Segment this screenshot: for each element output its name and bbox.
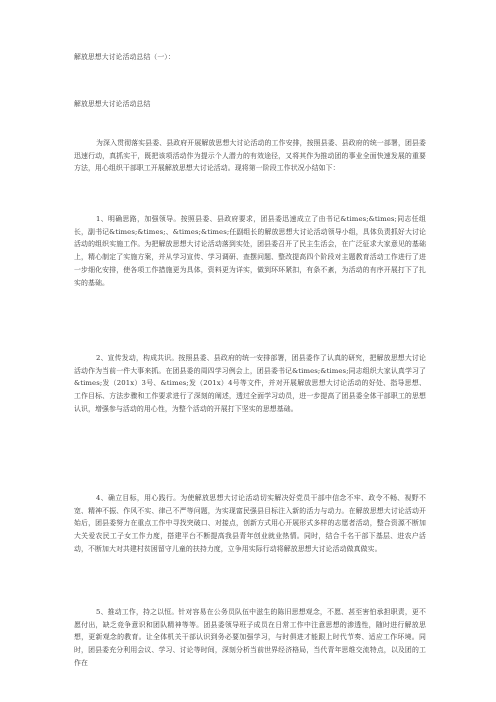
paragraph-4 xyxy=(74,492,426,556)
document-heading-2: 解放思想大讨论活动总结 xyxy=(74,100,151,108)
paragraph-intro xyxy=(74,137,426,175)
paragraph-4-text: 4、确立目标，用心践行。为使解放思想大讨论活动切实解决好党员干部中信念不牢、政令不畅、视野不宽、精神不振、作风不实、律己不严等问题，为实现富民强县目标注入新的活力与动力。在解放思想大讨论活动开始后，团县委努力在重点工作中寻找突破口、对接点，创新方式用心开展形式多样的志愿者活动，整合资源不断加大关爱农民工子女工作力度，搭建平台不断提高我县青年创业就业热情。同时，结合千名干部下基层、进农户活动，不断加大对共建村贫困留守儿童的扶持力度，立争用实际行动将解放思想大讨论活动做真做实。 xyxy=(74,494,426,553)
paragraph-2-text: 2、宣传发动，构成共识。按照县委、县政府的统一安排部署，团县委作了认真的研究，把解放思想大讨论活动作为当前一件大事来抓。在团县委的周四学习例会上，团县委书记&times;&times;同志组织大家认真学习了&times;发（201x）3号、&times;发（201x）4号等文件，并对开展解放思想大讨论活动的好处、指导思想、工作目标、方法步骤和工作要求进行了深刻的阐述，透过全面学习动员，进一步提高了团县委全体干部职工的思想认识，增强参与活动的用心性，为整个活动的开展打下坚实的思想基础。 xyxy=(74,354,426,413)
paragraph-intro-text: 为深入贯彻落实县委、县政府开展解放思想大讨论活动的工作安排，按照县委、县政府的统一部署，团县委迅速行动，真抓实干，既把该项活动作为提示个人潜力的有效途径，又将其作为推动团的事业全面快速发展的重要方法，用心组织干部职工开展解放思想大讨论活动。现将第一阶段工作状况小结如下： xyxy=(74,139,426,173)
paragraph-1-text: 1、明确思路，加强领导。按照县委、县政府要求，团县委迅速成立了由书记&times;&times;同志任组长，副书记&times;&times;、&times;&times;任副组长的解放思想大讨论活动领导小组，具体负责抓好大讨论活动的组织实施工作。为把解放思想大讨论活动落到实处，团县委召开了民主生活会，在广泛征求大家意见的基础上，精心制定了实施方案，并从学习宣传、学习调研、查摆问题、整改提高四个阶段对主题教育活动工作进行了进一步细化安排，使各项工作措施更为具体，资料更为详实，做到环环紧扣，有条不紊，为活动的有序开展打下了扎实的基础。 xyxy=(74,215,426,287)
paragraph-1 xyxy=(74,213,426,289)
paragraph-5 xyxy=(74,606,426,670)
document-heading-1: 解放思想大讨论活动总结（一）： xyxy=(74,53,175,61)
paragraph-2 xyxy=(74,352,426,416)
paragraph-5-text: 5、推动工作，持之以恒。针对容易在公务员队伍中滋生的陈旧思想观念，不愿、甚至害怕承担职责，更不愿付出，缺乏竞争意识和团队精神等等。团县委领导班子成员在日常工作中注意思想的渗透性，随时进行解放思想，更新观念的教育。让全体机关干部认识到务必要加强学习，与时俱进才能跟上时代节奏、适应工作环境。同时，团县委充分利用会议、学习、讨论等时间，深刻分析当前世界经济格局，当代青年思维交流特点，以及团的工作在 xyxy=(74,608,426,667)
